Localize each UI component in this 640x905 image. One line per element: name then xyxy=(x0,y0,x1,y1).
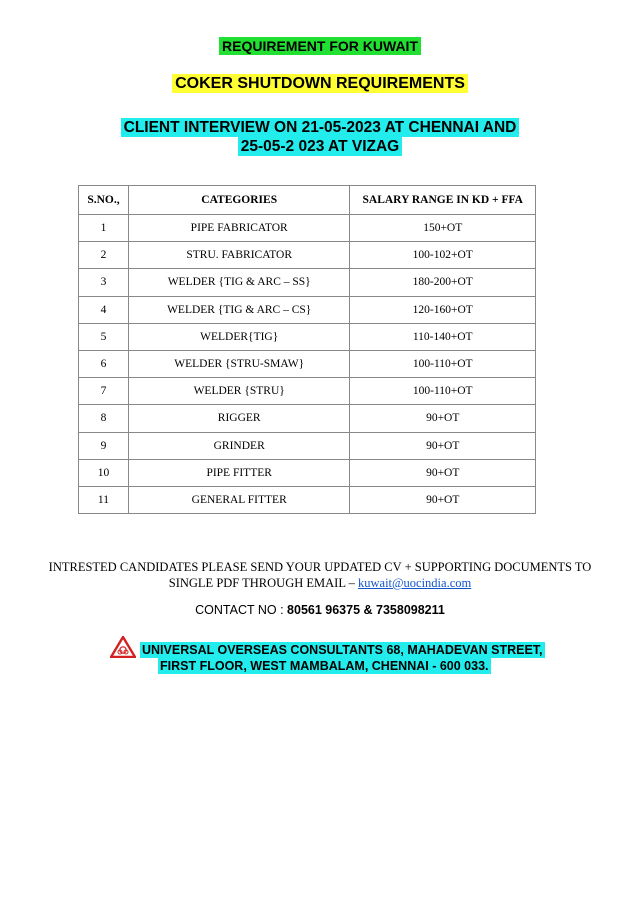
cell-sno: 6 xyxy=(79,350,129,377)
cell-salary: 110-140+OT xyxy=(350,323,536,350)
cell-category: STRU. FABRICATOR xyxy=(128,242,350,269)
heading-coker xyxy=(0,75,640,93)
cell-sno: 2 xyxy=(79,242,129,269)
heading-interview-line2: 25-05-2 023 AT VIZAG xyxy=(238,137,403,156)
table-row xyxy=(79,242,536,269)
table-row xyxy=(79,215,536,242)
cell-salary: 120-160+OT xyxy=(350,296,536,323)
cell-salary: 100-110+OT xyxy=(350,350,536,377)
cell-sno: 7 xyxy=(79,378,129,405)
cell-category: WELDER {TIG & ARC – SS} xyxy=(128,269,350,296)
contact-label: CONTACT NO : xyxy=(195,603,288,617)
table-row xyxy=(79,378,536,405)
cell-salary: 90+OT xyxy=(350,486,536,513)
cell-sno: 4 xyxy=(79,296,129,323)
heading-interview-line1: CLIENT INTERVIEW ON 21-05-2023 AT CHENNAI AND xyxy=(121,118,520,137)
cell-category: WELDER{TIG} xyxy=(128,323,350,350)
cell-salary: 180-200+OT xyxy=(350,269,536,296)
company-logo-icon xyxy=(110,636,136,658)
note-line2: SINGLE PDF THROUGH EMAIL – xyxy=(168,576,358,590)
table-row xyxy=(79,432,536,459)
cell-salary: 90+OT xyxy=(350,405,536,432)
requirements-table xyxy=(78,185,536,514)
table-row xyxy=(79,486,536,513)
heading-kuwait-text: REQUIREMENT FOR KUWAIT xyxy=(219,37,421,55)
contact-line xyxy=(0,603,640,617)
table-row xyxy=(79,323,536,350)
contact-numbers: 80561 96375 & 7358098211 xyxy=(287,603,445,617)
table-row xyxy=(79,405,536,432)
cell-category: WELDER {TIG & ARC – CS} xyxy=(128,296,350,323)
address-line1: UNIVERSAL OVERSEAS CONSULTANTS 68, MAHADEVAN STREET, xyxy=(142,643,543,657)
heading-kuwait xyxy=(0,38,640,54)
cell-sno: 9 xyxy=(79,432,129,459)
cell-category: GRINDER xyxy=(128,432,350,459)
cell-category: PIPE FABRICATOR xyxy=(128,215,350,242)
cell-category: RIGGER xyxy=(128,405,350,432)
table-row xyxy=(79,269,536,296)
instructions-note xyxy=(0,559,640,591)
header-sno: S.NO., xyxy=(79,186,129,215)
table-row xyxy=(79,350,536,377)
table-header-row xyxy=(79,186,536,215)
table-row xyxy=(79,459,536,486)
address-line2: FIRST FLOOR, WEST MAMBALAM, CHENNAI - 600 033. xyxy=(160,659,489,673)
cell-sno: 8 xyxy=(79,405,129,432)
cell-sno: 1 xyxy=(79,215,129,242)
cell-category: GENERAL FITTER xyxy=(128,486,350,513)
cell-category: PIPE FITTER xyxy=(128,459,350,486)
cell-sno: 10 xyxy=(79,459,129,486)
header-categories: CATEGORIES xyxy=(128,186,350,215)
cell-sno: 11 xyxy=(79,486,129,513)
email-link[interactable]: kuwait@uocindia.com xyxy=(358,576,472,590)
cell-sno: 3 xyxy=(79,269,129,296)
heading-interview xyxy=(0,118,640,156)
cell-category: WELDER {STRU-SMAW} xyxy=(128,350,350,377)
cell-sno: 5 xyxy=(79,323,129,350)
cell-salary: 90+OT xyxy=(350,432,536,459)
cell-salary: 100-102+OT xyxy=(350,242,536,269)
note-line1: INTRESTED CANDIDATES PLEASE SEND YOUR UPDATED CV + SUPPORTING DOCUMENTS TO xyxy=(48,560,592,574)
header-salary: SALARY RANGE IN KD + FFA xyxy=(350,186,536,215)
cell-salary: 150+OT xyxy=(350,215,536,242)
cell-category: WELDER {STRU} xyxy=(128,378,350,405)
cell-salary: 90+OT xyxy=(350,459,536,486)
table-row xyxy=(79,296,536,323)
heading-coker-text: COKER SHUTDOWN REQUIREMENTS xyxy=(172,74,468,93)
cell-salary: 100-110+OT xyxy=(350,378,536,405)
